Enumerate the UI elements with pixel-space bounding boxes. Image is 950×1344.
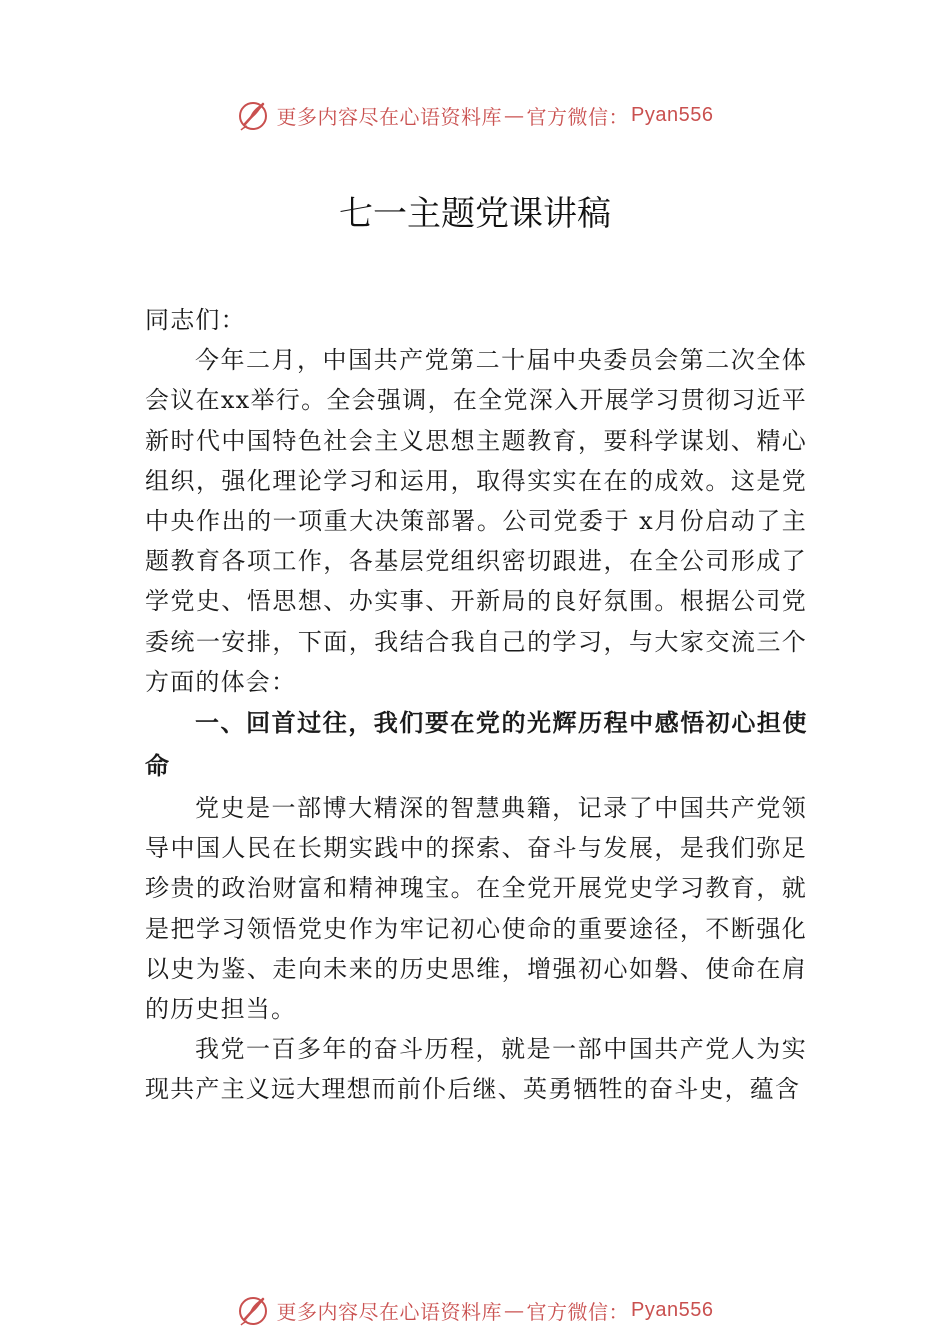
- watermark-separator: —: [504, 1298, 525, 1322]
- watermark-brand-text: 更多内容尽在心语资料库: [276, 1299, 503, 1324]
- feather-pen-seal-icon: [237, 1293, 271, 1327]
- document-body: [145, 300, 807, 1110]
- section-heading: 一、回首过往，我们要在党的光辉历程中感悟初心担使命: [145, 709, 807, 781]
- document-title: 七一主题党课讲稿: [339, 194, 611, 234]
- watermark-wechat-label: 官方微信：: [526, 104, 630, 129]
- section-paragraph: 我党一百多年的奋斗历程，就是一部中国共产党人为实现共产主义远大理想而前仆后继、英勇牺牲的奋斗史，蕴含: [145, 1035, 807, 1104]
- watermark-wechat-id: Pyan556: [631, 103, 714, 126]
- feather-pen-seal-icon: [237, 98, 271, 132]
- watermark-brand-text: 更多内容尽在心语资料库: [276, 104, 503, 129]
- watermark-separator: —: [504, 103, 525, 127]
- watermark-wechat-label: 官方微信：: [526, 1299, 630, 1324]
- footer-watermark: [0, 1290, 950, 1330]
- section-paragraph: 党史是一部博大精深的智慧典籍，记录了中国共产党领导中国人民在长期实践中的探索、奋斗与发展，是我们弥足珍贵的政治财富和精神瑰宝。在全党开展党史学习教育，就是把学习领悟党史作为牢记初心使命的重要途径，不断强化以史为鉴、走向未来的历史思维，增强初心如磐、使命在肩的历史担当。: [145, 794, 807, 1024]
- header-watermark: [0, 95, 950, 135]
- salutation: 同志们：: [145, 306, 246, 334]
- watermark-wechat-id: Pyan556: [631, 1298, 714, 1321]
- intro-paragraph: 今年二月，中国共产党第二十届中央委员会第二次全体会议在xx举行。全会强调，在全党深入开展学习贯彻习近平新时代中国特色社会主义思想主题教育，要科学谋划、精心组织，强化理论学习和运用，取得实实在在的成效。这是党中央作出的一项重大决策部署。公司党委于 x月份启动了主题教育各项工作，各基层党组织密切跟进，在全公司形成了学党史、悟思想、办实事、开新局的良好氛围。根据公司党委统一安排，下面，我结合我自己的学习，与大家交流三个方面的体会：: [145, 346, 807, 696]
